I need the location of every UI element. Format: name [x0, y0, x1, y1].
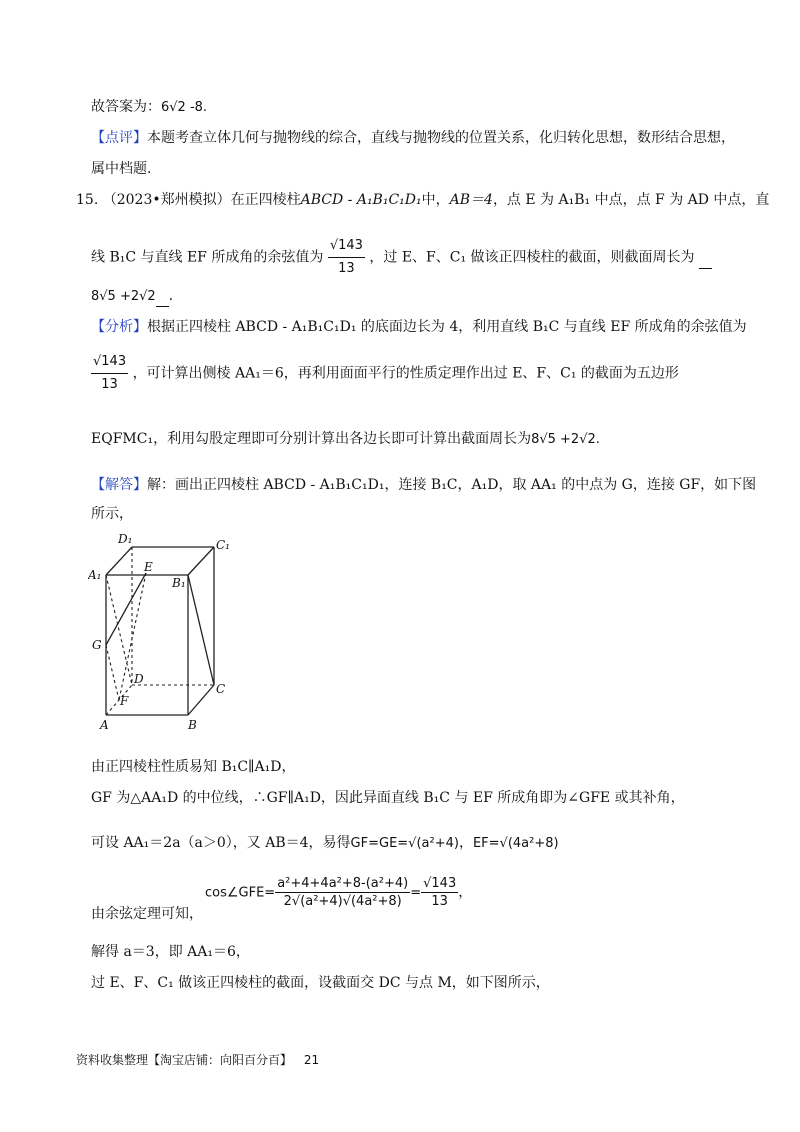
cos-formula: cos∠GFE= $\frac{\text{a²+4+4a²+8-(a²+4)}}{\text{2√(a²+4)√(4a²+8)}}$ = $\frac{√143}{13}$ ，: [205, 876, 473, 909]
cos-rhs-fraction: [421, 876, 458, 909]
cos-frac-num: a²+4+4a²+8-(a²+4): [277, 876, 409, 891]
problem-line-1: [76, 190, 769, 210]
solution-tag: 【解答】: [91, 477, 147, 493]
problem-line-2: [91, 236, 712, 279]
solution-text-1: 解：画出正四棱柱 ABCD - A₁B₁C₁D₁，连接 B₁C，A₁D，取 AA₁ 的中点为 G，连接 GF，如下图: [147, 477, 757, 493]
label-F: F: [120, 694, 129, 708]
cos-lhs: cos∠GFE=: [205, 885, 276, 901]
solution-line-3: [91, 757, 295, 777]
comment-tag: 【点评】: [91, 130, 147, 146]
solution-line-5: 可设 AA₁＝2a（a＞0），又 AB＝4，易得GF=GE=√(a²+4)，EF=√(4a²+8): [91, 835, 559, 851]
problem-text-1c: ，点 E 为 A₁B₁ 中点，点 F 为 AD 中点，直: [492, 192, 770, 208]
problem-prism: ABCD - A₁B₁C₁D₁: [300, 192, 422, 208]
analysis-line-2: [91, 352, 679, 395]
problem-text-1b: 中，: [421, 192, 450, 208]
label-B: B: [188, 718, 197, 732]
solution-text-2: 所示，: [91, 506, 133, 522]
solution-line-2: [91, 504, 133, 524]
answer-prefix: 故答案为：: [91, 99, 161, 115]
analysis-cos-num: √143: [93, 354, 127, 369]
cos-rhs-num: √143: [423, 876, 457, 891]
solution-line-1: [91, 475, 756, 495]
page-number: 21: [303, 1053, 320, 1067]
cos-main-fraction: [275, 876, 410, 909]
problem-cos-fraction: [328, 236, 365, 279]
comment-text-1: 本题考查立体几何与抛物线的综合，直线与抛物线的位置关系，化归转化思想，数形结合思想，: [147, 130, 735, 146]
page-footer: [76, 1051, 319, 1068]
solution-text-3: 由正四棱柱性质易知 B₁C∥A₁D，: [91, 759, 296, 775]
analysis-value: 8√5 +2√2.: [531, 432, 600, 447]
solution-text-7: 解得 a＝3，即 AA₁＝6，: [91, 944, 250, 960]
footer-text: 资料收集整理【淘宝店铺：向阳百分百】: [76, 1053, 293, 1067]
cos-label: 由余弦定理可知，: [91, 906, 203, 922]
prism-figure: [88, 533, 248, 733]
problem-text-1a: 在正四棱柱: [230, 192, 301, 208]
solution-ef: EF=√(4a²+8): [472, 836, 559, 851]
cos-rhs-den: 13: [421, 892, 458, 909]
solution-line-7: [91, 942, 250, 962]
label-G: G: [92, 638, 102, 652]
label-D: D: [134, 672, 144, 686]
answer-value: 6√2 -8.: [161, 100, 208, 115]
label-D1: D₁: [118, 533, 133, 546]
analysis-text-2: ，可计算出侧棱 AA₁＝6，再利用面面平行的性质定理作出过 E、F、C₁ 的截面为五边形: [132, 365, 679, 382]
problem-text-2a: 线 B₁C 与直线 EF 所成角的余弦值为: [91, 249, 324, 266]
comment-line-1: [91, 128, 735, 148]
solution-text-5: 可设 AA₁＝2a（a＞0），又 AB＝4，易得: [91, 835, 351, 851]
label-E: E: [144, 560, 153, 574]
problem-text-2b: ，过 E、F、C₁ 做该正四棱柱的截面，则截面周长为: [369, 249, 695, 266]
problem-ab-cond: AB＝4: [449, 192, 493, 208]
cos-frac-den: 2√(a²+4)√(4a²+8): [275, 892, 410, 909]
problem-answer: 8√5 +2√2: [91, 289, 156, 304]
answer-line: [91, 97, 207, 118]
problem-answer-line: 8√5 +2√2 .: [91, 286, 173, 307]
label-A: A: [100, 718, 109, 732]
cos-label-line: [91, 904, 203, 924]
analysis-line-3: [91, 429, 600, 450]
analysis-text-3: EQFMC₁，利用勾股定理即可分别计算出各边长即可计算出截面周长为: [91, 431, 532, 447]
comment-line-2: [91, 159, 151, 179]
analysis-text-1: 根据正四棱柱 ABCD - A₁B₁C₁D₁ 的底面边长为 4，利用直线 B₁C 与直线 EF 所成角的余弦值为: [147, 319, 747, 335]
label-C1: C₁: [216, 538, 230, 552]
analysis-cos-den: 13: [91, 373, 128, 395]
problem-cos-den: 13: [328, 257, 365, 279]
analysis-cos-fraction: [91, 352, 128, 395]
analysis-tag: 【分析】: [91, 319, 147, 335]
solution-gf-ge: GF=GE=√(a²+4): [350, 836, 459, 851]
analysis-line-1: [91, 317, 747, 337]
problem-cos-num: √143: [329, 238, 363, 253]
label-B1: B₁: [172, 576, 186, 590]
label-C: C: [216, 682, 226, 696]
label-A1: A₁: [88, 568, 102, 582]
comment-text-2: 属中档题.: [91, 161, 152, 177]
solution-text-4: GF 为△AA₁D 的中位线，∴GF∥A₁D，因此异面直线 B₁C 与 EF 所成角即为∠GFE 或其补角，: [91, 790, 685, 806]
solution-line-8: [91, 973, 550, 993]
solution-line-4: [91, 788, 685, 808]
solution-text-8: 过 E、F、C₁ 做该正四棱柱的截面，设截面交 DC 与点 M，如下图所示，: [91, 975, 550, 991]
problem-source: （2023•郑州模拟）: [102, 192, 231, 208]
problem-number: 15.: [76, 192, 99, 208]
